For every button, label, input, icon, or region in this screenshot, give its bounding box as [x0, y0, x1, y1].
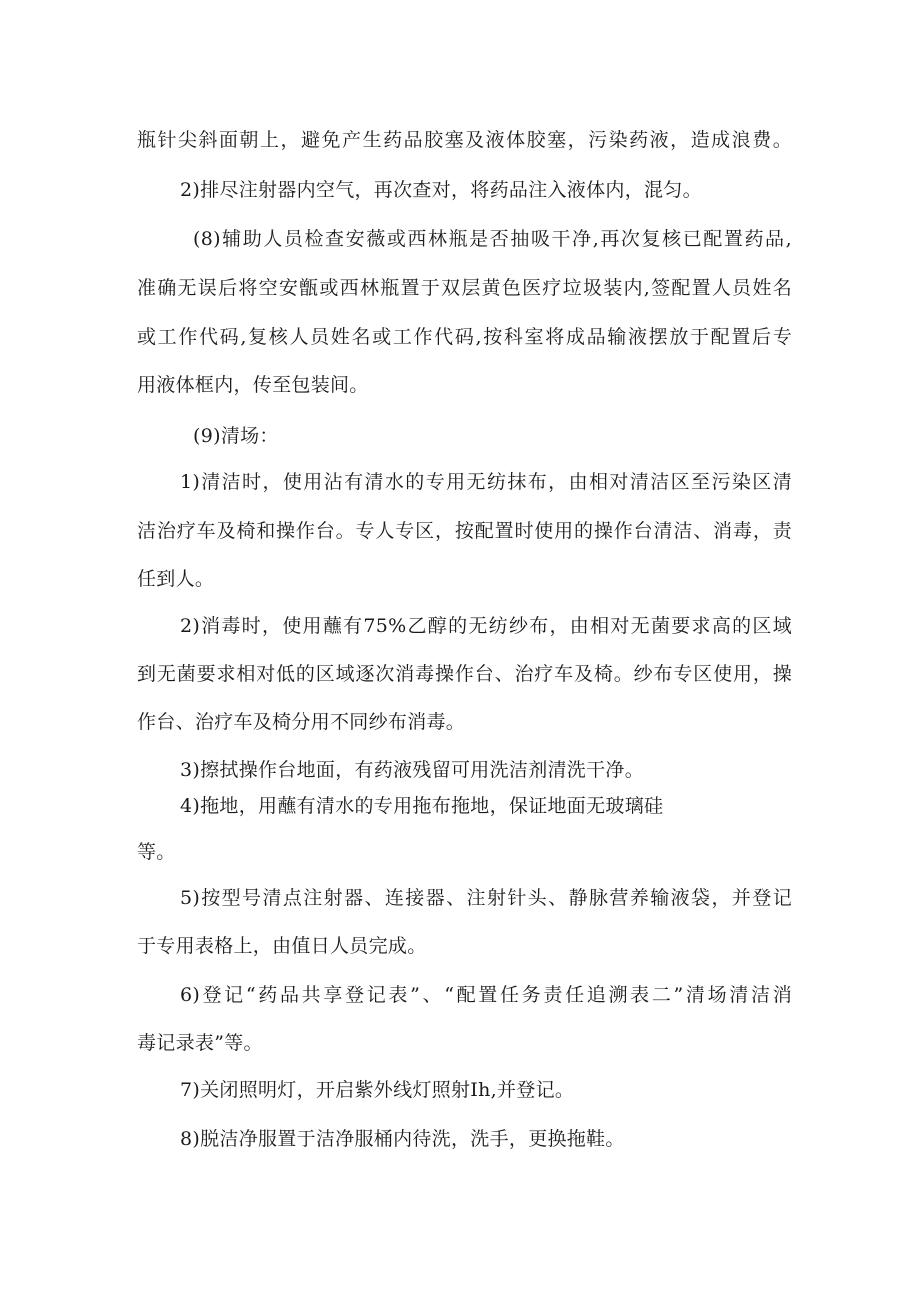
text-line: 任到人。: [137, 568, 215, 590]
text-line: 洁治疗车及椅和操作台。专人专区，按配置时使用的操作台清洁、消毒，责: [137, 520, 792, 542]
text-line: 于专用表格上，由值日人员完成。: [137, 935, 427, 957]
text-line: 毒记录表”等。: [137, 1032, 263, 1054]
text-line: 8)脱洁净服置于洁净服桶内待洗，洗手，更换拖鞋。: [180, 1128, 625, 1150]
text-line: (9)清场：: [193, 425, 279, 447]
text-line: 用液体框内，传至包装间。: [137, 374, 369, 396]
text-line: 6)登记“药品共享登记表”、“配置任务责任追溯表二”清场清洁消: [180, 984, 792, 1006]
text-line: (8)辅助人员检查安薇或西林瓶是否抽吸干净,再次复核已配置药品,: [193, 228, 792, 250]
text-line: 2)消毒时，使用蘸有75%乙醇的无纺纱布，由相对无菌要求高的区域: [180, 615, 792, 637]
text-line: 2)排尽注射器内空气，再次查对，将药品注入液体内，混匀。: [180, 179, 702, 201]
text-line: 到无菌要求相对低的区域逐次消毒操作台、治疗车及椅。纱布专区使用，操: [137, 663, 792, 685]
text-line: 瓶针尖斜面朝上，避免产生药品胶塞及液体胶塞，污染药液，造成浪费。: [137, 129, 792, 151]
text-line: 7)关闭照明灯，开启紫外线灯照射Ih,并登记。: [180, 1079, 575, 1101]
text-line: 作台、治疗车及椅分用不同纱布消毒。: [137, 711, 466, 733]
text-line: 1)清洁时，使用沾有清水的专用无纺抹布，由相对清洁区至污染区清: [180, 471, 792, 493]
text-line: 等。: [137, 841, 176, 863]
text-line: 准确无误后将空安甑或西林瓶置于双层黄色医疗垃圾装内,签配置人员姓名: [137, 277, 792, 299]
text-line: 3)擦拭操作台地面，有药液残留可用洗洁剂清洗干净。: [180, 759, 645, 781]
text-line: 5)按型号清点注射器、连接器、注射针头、静脉营养输液袋，并登记: [180, 887, 792, 909]
text-line: 4)拖地，用蘸有清水的专用拖布拖地，保证地面无玻璃硅: [180, 795, 664, 817]
text-line: 或工作代码,复核人员姓名或工作代码,按科室将成品输液摆放于配置后专: [137, 326, 792, 348]
